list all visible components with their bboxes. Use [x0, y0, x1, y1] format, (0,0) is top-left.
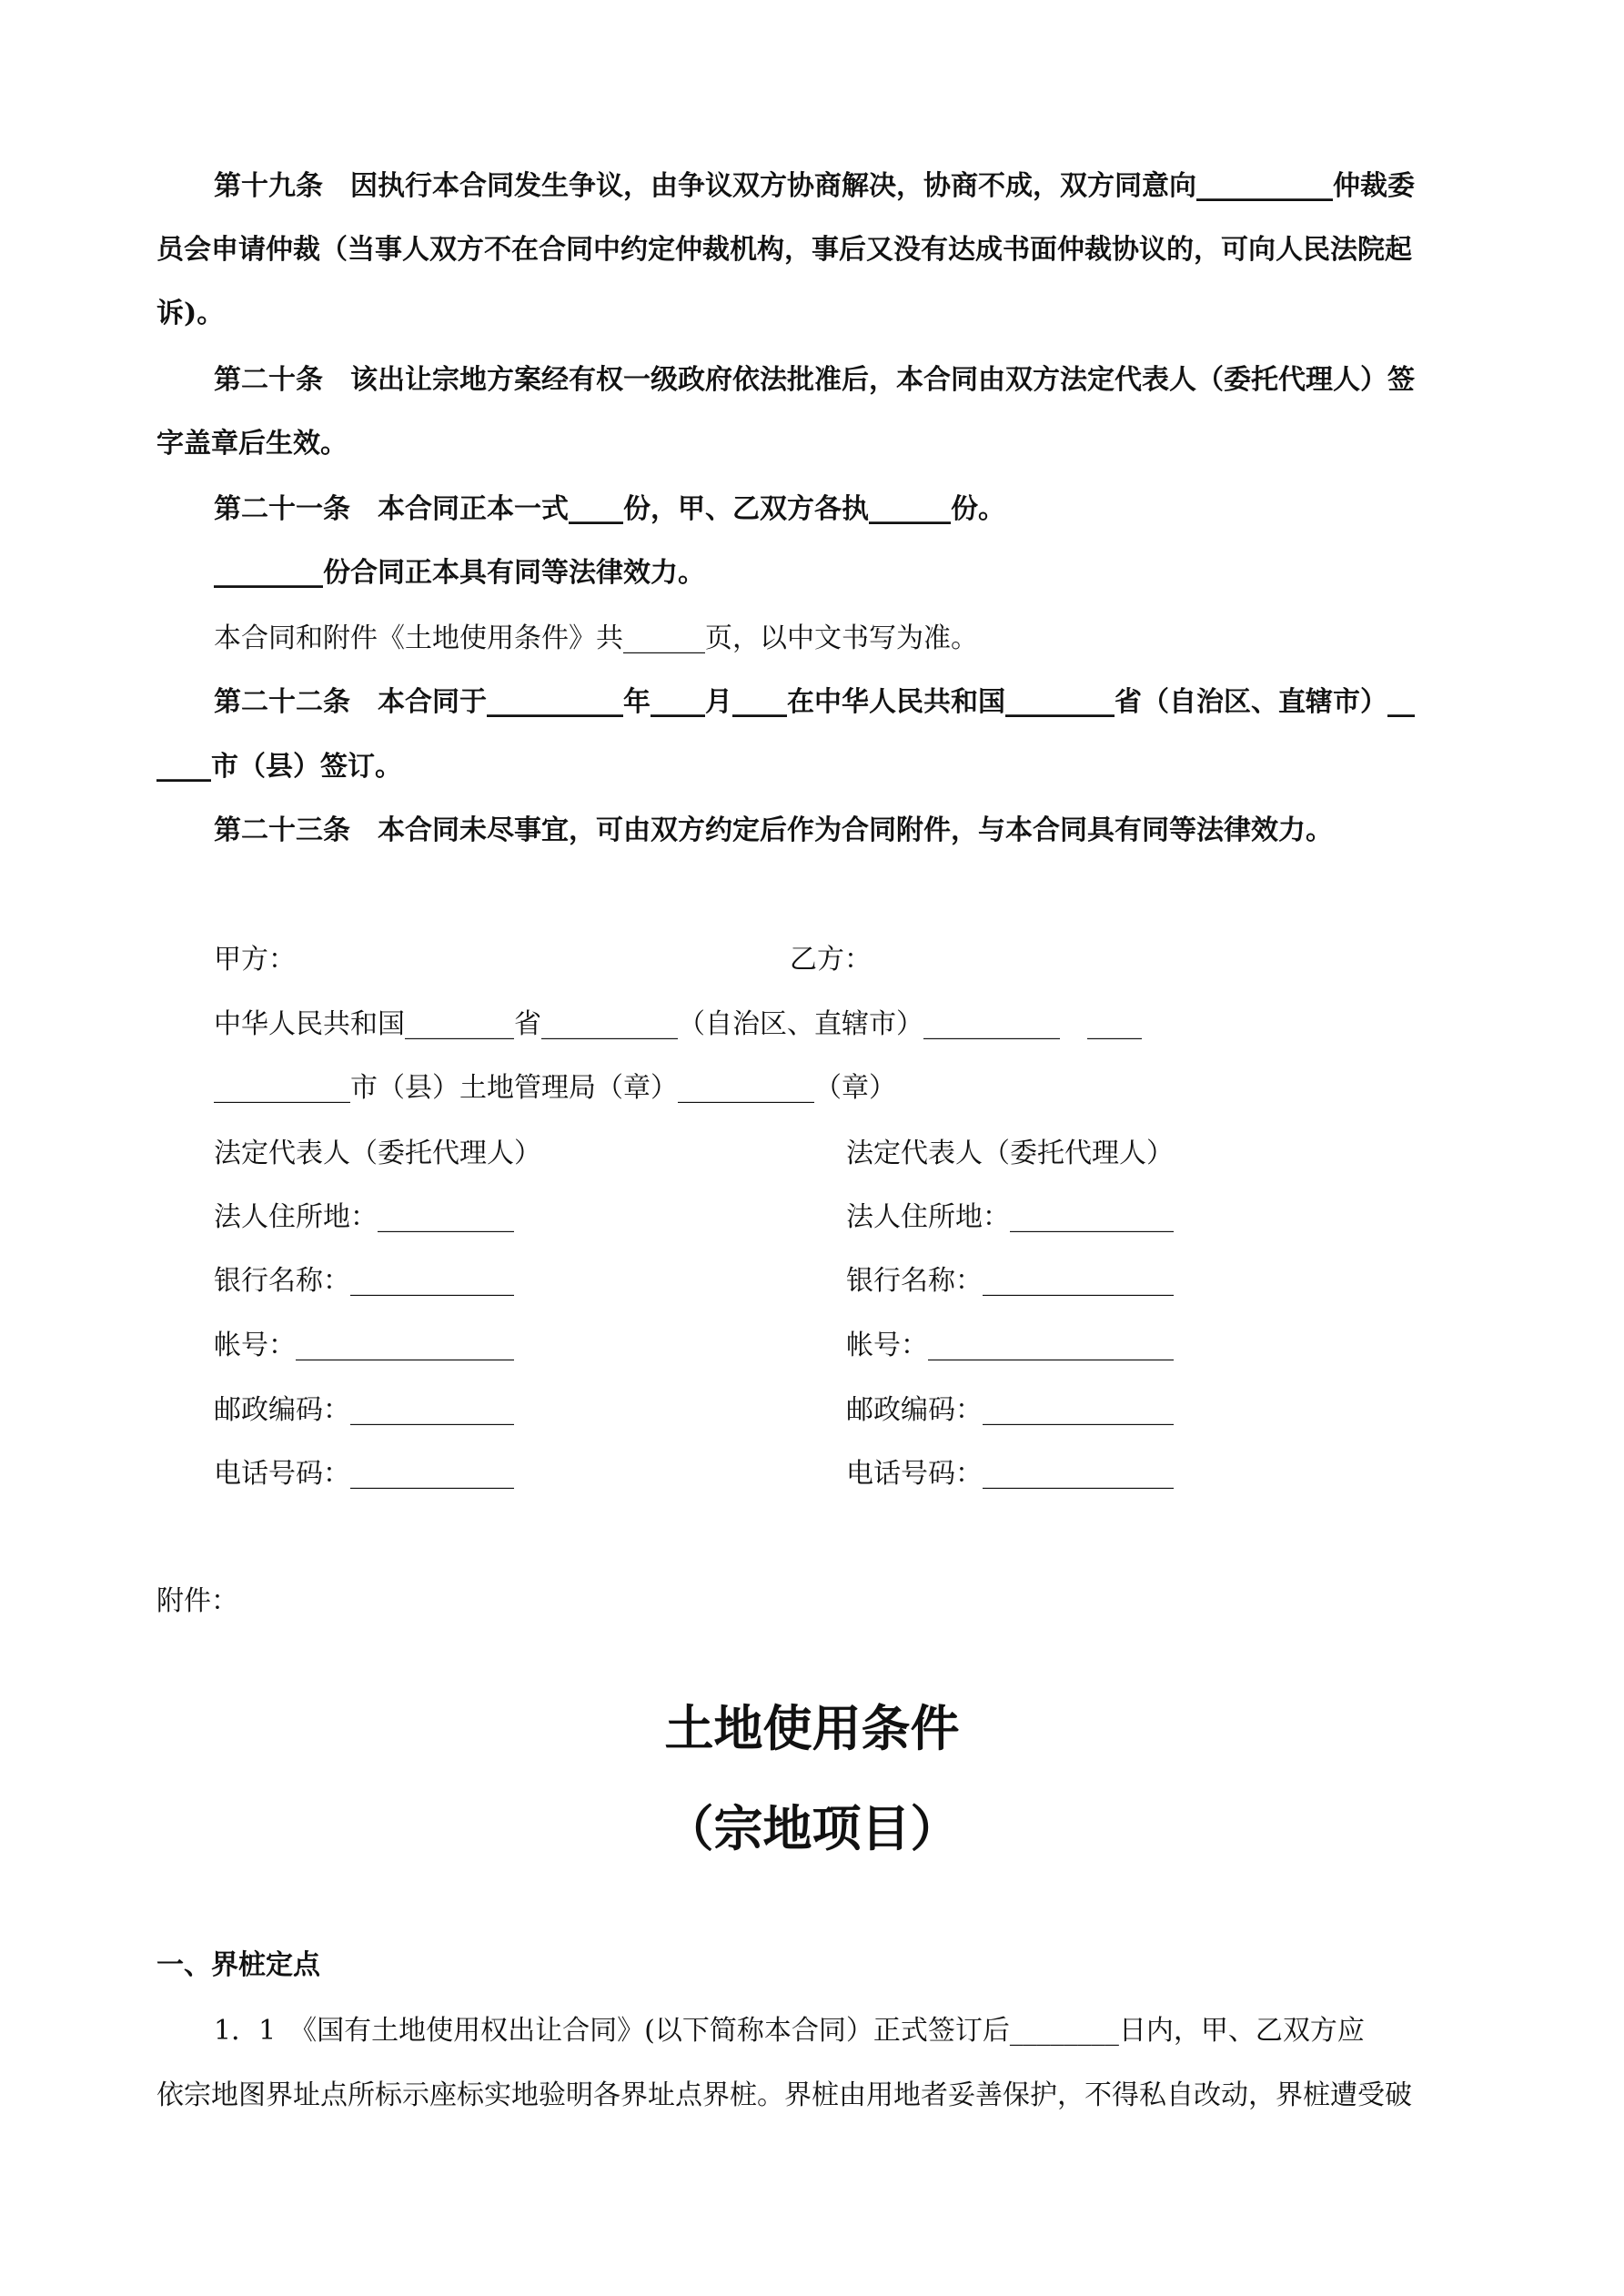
- party-a-province-line: 中华人民共和国________省__________（自治区、直辖市）__________ ____: [214, 1008, 1142, 1040]
- party-a-postcode: 邮政编码：____________: [214, 1394, 514, 1426]
- party-b-label: 乙方：: [790, 944, 872, 976]
- article-19-line-3: 诉)。: [156, 298, 225, 329]
- article-23-line-1: 第二十三条 本合同未尽事宜，可由双方约定后作为合同附件，与本合同具有同等法律效力。: [214, 814, 1333, 846]
- article-19-line-2: 员会申请仲裁（当事人双方不在合同中约定仲裁机构，事后又没有达成书面仲裁协议的，可向人民法院起: [156, 234, 1412, 266]
- party-a-address: 法人住所地：__________: [214, 1201, 514, 1233]
- section-1-paragraph-line-2: 依宗地图界址点所标示座标实地验明各界址点界桩。界桩由用地者妥善保护，不得私自改动，界桩遭受破: [156, 2079, 1412, 2111]
- party-b-phone: 电话号码：______________: [846, 1458, 1174, 1490]
- party-a-representative: 法定代表人（委托代理人）: [214, 1138, 541, 1169]
- article-20-line-2: 字盖章后生效。: [156, 428, 348, 460]
- party-b-address: 法人住所地：____________: [846, 1201, 1174, 1233]
- section-1-heading: 一、界桩定点: [156, 1949, 320, 1981]
- party-a-bank: 银行名称：____________: [214, 1265, 514, 1297]
- attachment-subtitle: （宗地项目）: [664, 1800, 960, 1857]
- party-a-account: 帐号：________________: [214, 1330, 514, 1361]
- article-22-line-1: 第二十二条 本合同于__________年____月____在中华人民共和国________省（自治区、直辖市）__: [214, 686, 1415, 718]
- article-20-line-1: 第二十条 该出让宗地方案经有权一级政府依法批准后，本合同由双方法定代表人（委托代理人）签: [214, 364, 1415, 396]
- article-22-line-2: ____市（县）签订。: [156, 751, 402, 783]
- article-21-line-3: 本合同和附件《土地使用条件》共______页，以中文书写为准。: [214, 622, 978, 654]
- article-19-line-1: 第十九条 因执行本合同发生争议，由争议双方协商解决，协商不成，双方同意向__________仲裁委: [214, 170, 1415, 202]
- party-b-bank: 银行名称：______________: [846, 1265, 1174, 1297]
- attachment-label: 附件：: [156, 1585, 238, 1617]
- party-a-bureau-line: __________市（县）土地管理局（章）__________（章）: [214, 1072, 896, 1104]
- party-a-phone: 电话号码：____________: [214, 1458, 514, 1490]
- party-b-account: 帐号：__________________: [846, 1330, 1174, 1361]
- attachment-title: 土地使用条件: [664, 1700, 960, 1757]
- party-a-label: 甲方：: [214, 944, 296, 976]
- article-21-line-2: ________份合同正本具有同等法律效力。: [214, 557, 705, 589]
- section-1-paragraph-line-1: 1．1 《国有土地使用权出让合同》(以下简称本合同）正式签订后________日内，甲、乙双方应: [214, 2015, 1365, 2047]
- party-b-representative: 法定代表人（委托代理人）: [846, 1138, 1174, 1169]
- article-21-line-1: 第二十一条 本合同正本一式____份，甲、乙双方各执______份。: [214, 493, 1005, 525]
- party-b-postcode: 邮政编码：______________: [846, 1394, 1174, 1426]
